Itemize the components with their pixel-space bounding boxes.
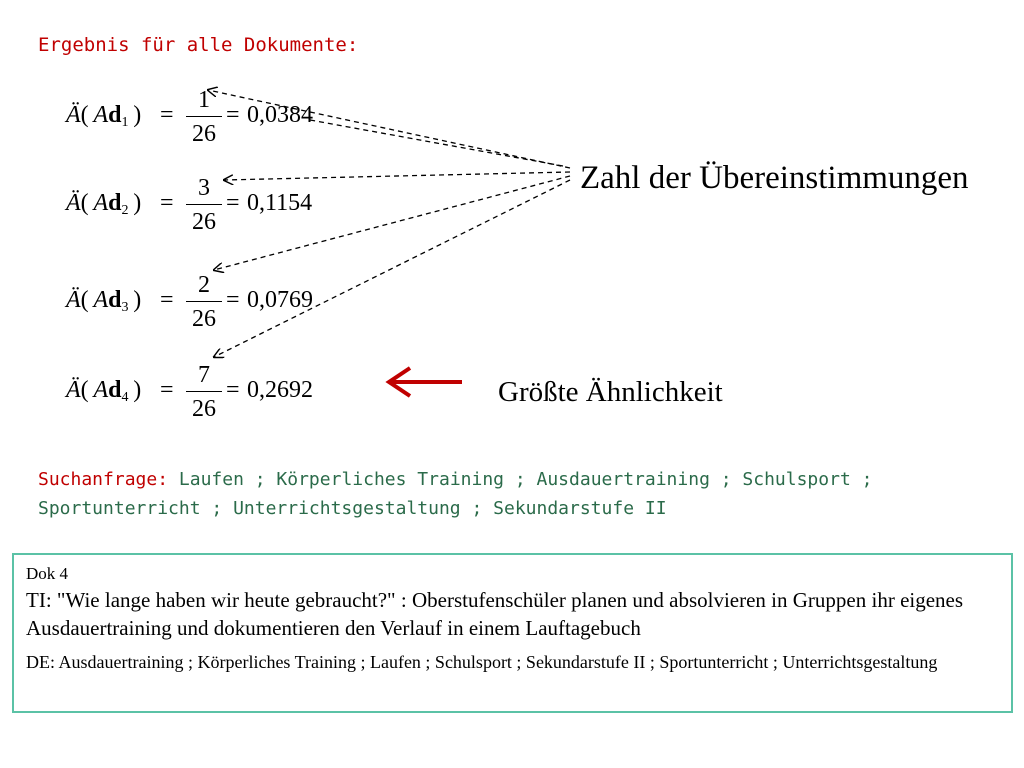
formula-prefix: Ä	[66, 377, 81, 403]
formula-lhs: Ä( $Ad_2$ )	[66, 190, 142, 218]
denominator: 26	[192, 396, 216, 422]
formula-prefix: Ä	[66, 190, 81, 216]
numerator: 2	[198, 272, 210, 298]
formula-prefix: Ä	[66, 102, 81, 128]
best-similarity-label: Größte Ähnlichkeit	[498, 376, 723, 408]
document-title	[26, 586, 1001, 642]
formula-index: 4	[121, 390, 129, 405]
pointer-arrow-numerator-4	[214, 180, 570, 357]
query-line-1	[38, 465, 978, 494]
title-label: TI:	[26, 588, 52, 612]
title-text: "Wie lange haben wir heute gebraucht?" : Oberstufenschüler planen und absolvieren in Gruppen ihr eigenes Ausdauertraining und dokumentieren den Verlauf in einem Lauftagebuch	[26, 588, 964, 640]
formula-doc: d	[108, 287, 122, 313]
similarity-value: 0,0384	[247, 102, 313, 128]
similarity-value: 0,1154	[247, 190, 313, 216]
descriptors-text: Ausdauertraining ; Körperliches Training ; Laufen ; Schulsport ; Sekundarstufe II ; Sportunterricht ; Unterrichtsgestaltung	[58, 652, 938, 672]
equals-sign: =	[226, 377, 240, 403]
formula-var: A	[93, 190, 109, 216]
search-query	[38, 465, 978, 523]
document-id: Dok 4	[26, 564, 69, 583]
document-record-box	[12, 553, 1013, 713]
equals-sign: =	[226, 102, 240, 128]
denominator: 26	[192, 121, 216, 147]
equals-sign: =	[226, 190, 240, 216]
query-label: Suchanfrage:	[38, 469, 169, 490]
numerator: 3	[198, 175, 210, 201]
pointer-arrow-numerator-3	[214, 176, 570, 270]
pointer-arrow-numerator-1	[208, 90, 570, 168]
equals-sign: =	[160, 190, 174, 216]
similarity-value: 0,0769	[247, 287, 313, 313]
query-terms-line-1: Laufen ; Körperliches Training ; Ausdauertraining ; Schulsport ;	[178, 469, 873, 490]
equals-sign: =	[160, 287, 174, 313]
equals-sign: =	[160, 377, 174, 403]
formula-index: 3	[121, 300, 129, 315]
formula-doc: d	[108, 190, 122, 216]
descriptors-label: DE:	[26, 652, 55, 672]
formula-prefix: Ä	[66, 287, 81, 313]
highlight-arrow-icon	[389, 368, 462, 396]
formula-lhs: Ä( $Ad_1$ )	[66, 102, 142, 130]
formula-index: 2	[121, 203, 129, 218]
similarity-value: 0,2692	[247, 377, 313, 403]
formula-var: A	[93, 287, 109, 313]
equals-sign: =	[226, 287, 240, 313]
page-heading: Ergebnis für alle Dokumente:	[38, 34, 359, 56]
denominator: 26	[192, 306, 216, 332]
pointer-arrow-result-1	[310, 120, 563, 166]
numerator: 7	[198, 362, 210, 388]
matches-label: Zahl der Übereinstimmungen	[580, 160, 969, 196]
formula-index: 1	[121, 115, 129, 130]
query-terms-line-2: Sportunterricht ; Unterrichtsgestaltung ; Sekundarstufe II	[38, 498, 667, 519]
document-descriptors	[26, 650, 1001, 674]
denominator: 26	[192, 209, 216, 235]
formula-doc: d	[108, 377, 122, 403]
formula-var: A	[93, 102, 109, 128]
formula-lhs: Ä( $Ad_3$ )	[66, 287, 142, 315]
equals-sign: =	[160, 102, 174, 128]
formula-doc: d	[108, 102, 122, 128]
pointer-arrow-numerator-2	[224, 172, 570, 180]
formula-lhs: Ä( $Ad_4$ )	[66, 377, 142, 405]
numerator: 1	[198, 87, 210, 113]
formula-var: A	[93, 377, 109, 403]
